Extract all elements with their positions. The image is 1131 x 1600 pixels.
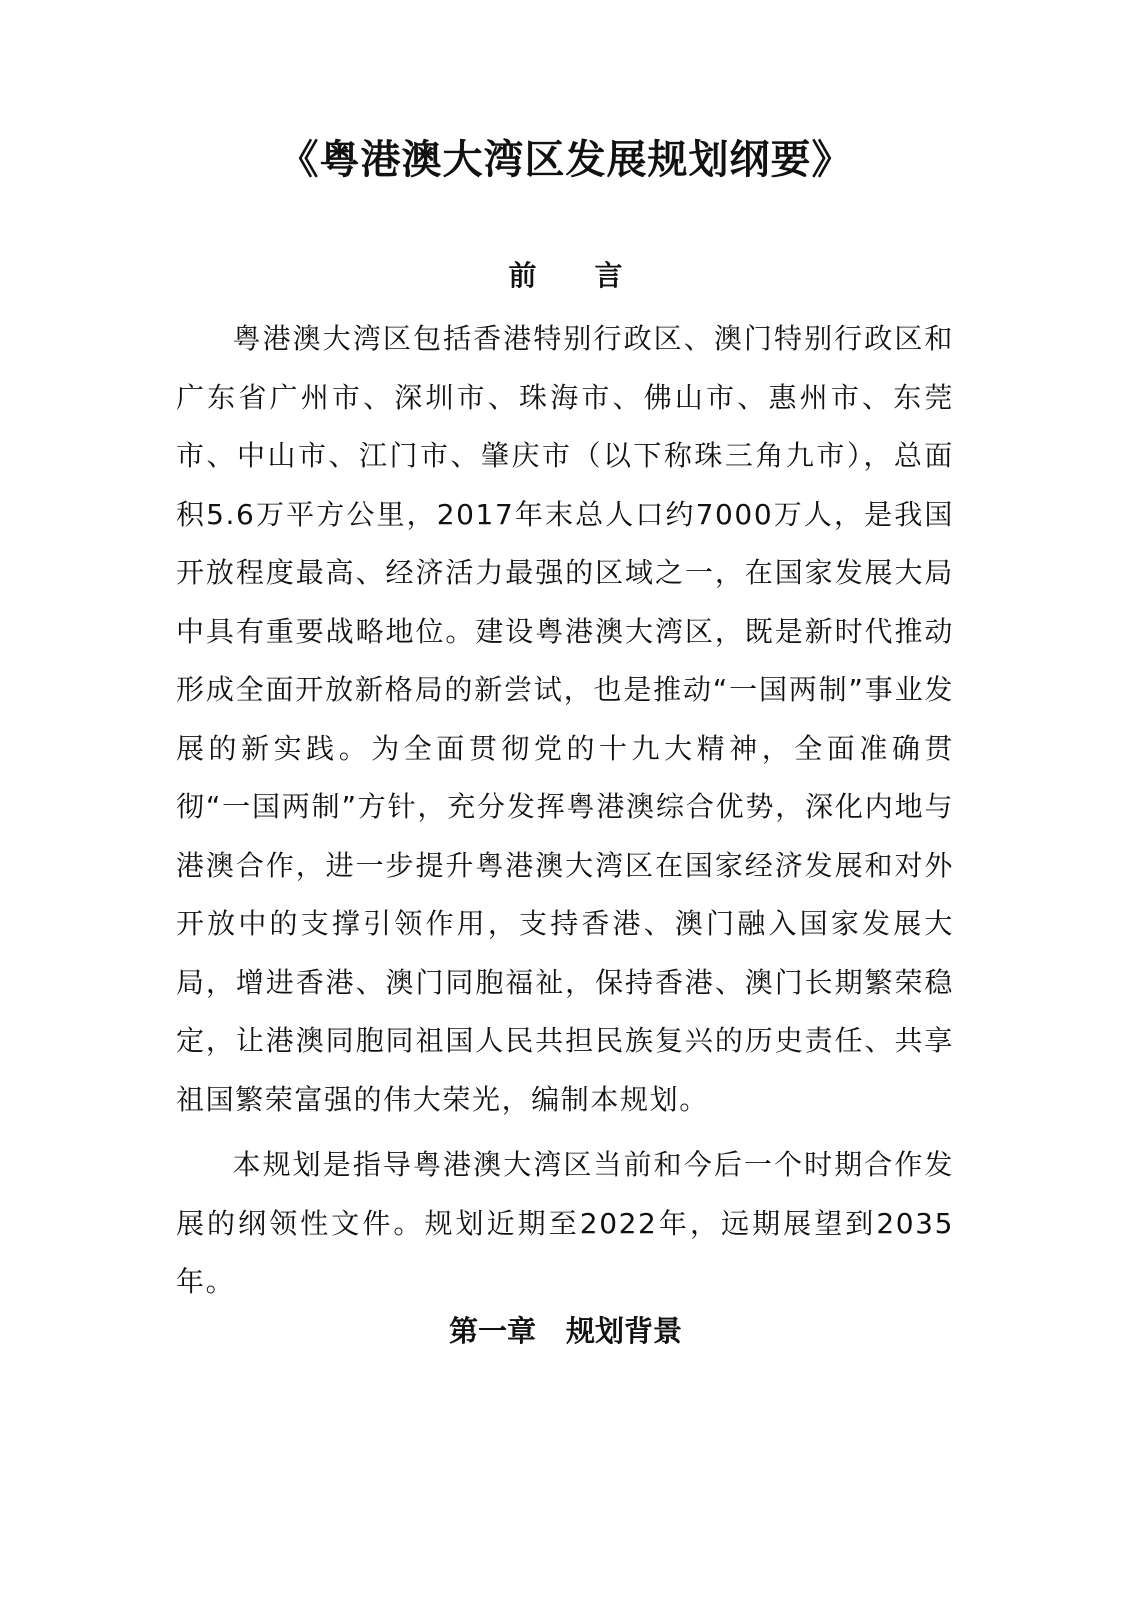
preface-paragraph-2-text: 本规划是指导粤港澳大湾区当前和今后一个时期合作发展的纲领性文件。规划近期至2022年，远期展望到2035年。 <box>176 1148 954 1298</box>
chapter-heading <box>0 1310 1131 1352</box>
document-title: 《粤港澳大湾区发展规划纲要》 <box>278 136 853 183</box>
preface-paragraph-1-text: 粤港澳大湾区包括香港特别行政区、澳门特别行政区和广东省广州市、深圳市、珠海市、佛山市、惠州市、东莞市、中山市、江门市、肇庆市（以下称珠三角九市），总面积5.6万平方公里，2017年末总人口约7000万人，是我国开放程度最高、经济活力最强的区域之一，在国家发展大局中具有重要战略地位。建设粤港澳大湾区，既是新时代推动形成全面开放新格局的新尝试，也是推动“一国两制”事业发展的新实践。为全面贯彻党的十九大精神，全面准确贯彻“一国两制”方针，充分发挥粤港澳综合优势，深化内地与港澳合作，进一步提升粤港澳大湾区在国家经济发展和对外开放中的支撑引领作用，支持香港、澳门融入国家发展大局，增进香港、澳门同胞福祉，保持香港、澳门长期繁荣稳定，让港澳同胞同祖国人民共担民族复兴的历史责任、共享祖国繁荣富强的伟大荣光，编制本规划。 <box>176 322 954 1116</box>
preface-heading <box>0 256 1131 296</box>
preface-heading-first-char: 前 <box>508 259 537 292</box>
preface-heading-second-char: 言 <box>594 259 623 292</box>
chapter-number: 第一章 <box>448 1314 536 1348</box>
preface-paragraph-1 <box>176 310 954 1129</box>
preface-paragraph-2 <box>176 1136 954 1312</box>
chapter-title: 规划背景 <box>566 1314 683 1348</box>
